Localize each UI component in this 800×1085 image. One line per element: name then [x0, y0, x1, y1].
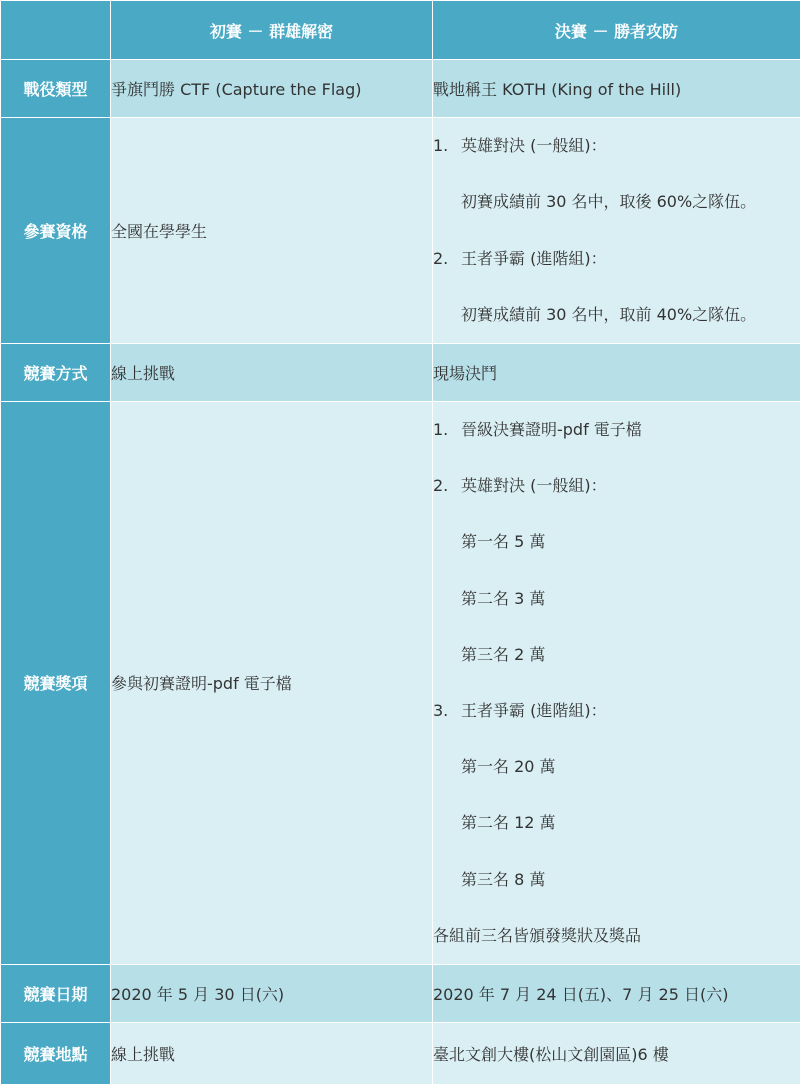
row-mode — [1, 344, 800, 402]
row-label-venue: 競賽地點 — [1, 1022, 111, 1084]
mode-final: 現場決鬥 — [433, 344, 800, 402]
row-eligibility — [1, 118, 800, 344]
row-label-type: 戰役類型 — [1, 60, 111, 118]
list-item: 2. 王者爭霸 (進階組)： — [433, 231, 800, 287]
row-awards — [1, 402, 800, 965]
awards-prelim: 參與初賽證明-pdf 電子檔 — [111, 402, 433, 965]
row-label-eligibility: 參賽資格 — [1, 118, 111, 344]
row-type — [1, 60, 800, 118]
list-item: 2. 英雄對決 (一般組)： — [433, 458, 800, 514]
venue-prelim: 線上挑戰 — [111, 1022, 433, 1084]
list-item: 第一名 5 萬 — [433, 514, 800, 570]
list-item: 第三名 8 萬 — [433, 852, 800, 908]
list-item: 各組前三名皆頒發獎狀及獎品 — [433, 908, 800, 964]
list-item: 第三名 2 萬 — [433, 627, 800, 683]
awards-final — [433, 402, 800, 965]
eligibility-final — [433, 118, 800, 344]
row-date — [1, 964, 800, 1022]
header-final: 決賽 － 勝者攻防 — [433, 1, 800, 60]
list-item: 1. 晉級決賽證明-pdf 電子檔 — [433, 402, 800, 458]
header-corner — [1, 1, 111, 60]
type-final: 戰地稱王 KOTH (King of the Hill) — [433, 60, 800, 118]
list-item: 1. 英雄對決 (一般組)： — [433, 118, 800, 174]
venue-final: 臺北文創大樓(松山文創園區)6 樓 — [433, 1022, 800, 1084]
type-prelim: 爭旗鬥勝 CTF (Capture the Flag) — [111, 60, 433, 118]
list-item: 初賽成績前 30 名中，取後 60%之隊伍。 — [433, 174, 800, 230]
list-item: 第一名 20 萬 — [433, 739, 800, 795]
eligibility-prelim: 全國在學學生 — [111, 118, 433, 344]
row-venue — [1, 1022, 800, 1084]
row-label-awards: 競賽獎項 — [1, 402, 111, 965]
mode-prelim: 線上挑戰 — [111, 344, 433, 402]
list-item: 第二名 12 萬 — [433, 795, 800, 851]
row-label-mode: 競賽方式 — [1, 344, 111, 402]
header-row — [1, 1, 800, 60]
list-item: 3. 王者爭霸 (進階組)： — [433, 683, 800, 739]
date-prelim: 2020 年 5 月 30 日(六) — [111, 964, 433, 1022]
row-label-date: 競賽日期 — [1, 964, 111, 1022]
header-prelim: 初賽 － 群雄解密 — [111, 1, 433, 60]
list-item: 第二名 3 萬 — [433, 571, 800, 627]
date-final: 2020 年 7 月 24 日(五)、7 月 25 日(六) — [433, 964, 800, 1022]
list-item: 初賽成績前 30 名中，取前 40%之隊伍。 — [433, 287, 800, 343]
